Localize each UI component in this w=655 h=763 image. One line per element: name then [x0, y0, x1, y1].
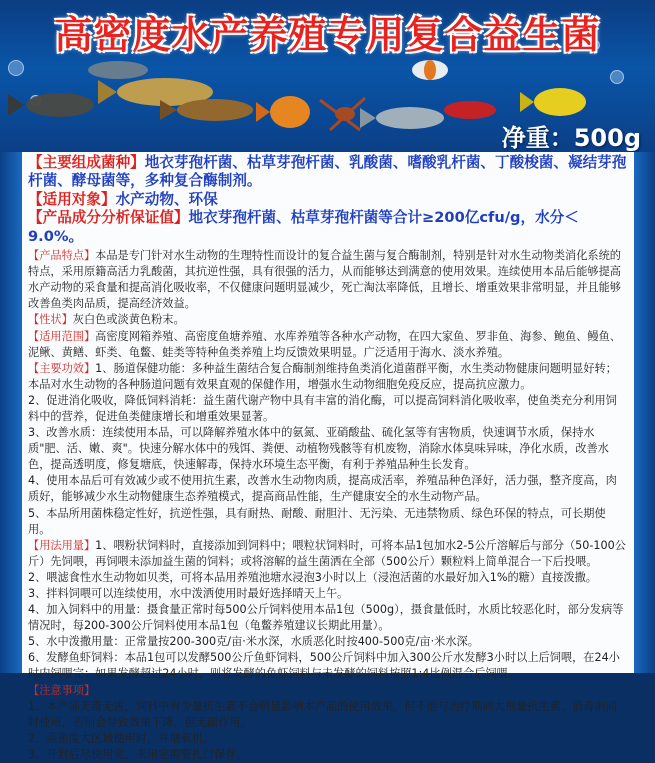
usage-item: 2、喂滤食性水生动物如贝类，可将本品用养殖池塘水浸泡3小时以上（浸泡活菌的水最好加入1%的糖）直接泼撒。: [28, 570, 597, 584]
section-notes: 【注意事项】: [28, 683, 96, 697]
header-banner: [0, 0, 655, 152]
usage-item: 6、发酵鱼虾饲料：本品1包可以发酵500公斤鱼虾饲料，500公斤饲料中加入300公斤水发酵3小时以上后饲喂，在24小时内饲喂完；如果发酵超过24小时，则将发酵的鱼虾饲料与未发酵的饲料按照1:4比例混合后饲喂。: [28, 651, 620, 681]
section-scope: 【适用范围】高密度网箱养殖、高密度鱼塘养殖、水库养殖等各种水产动物，在四大家鱼、罗非鱼、海参、鲍鱼、鳗鱼、泥鳅、黄鳝、虾类、龟鳖、蛙类等特种鱼类养殖上均反馈效果明显。广泛适用于海水、淡水养殖。: [28, 329, 621, 359]
section-efficacy: 【主要功效】1、肠道保健功能：多种益生菌结合复合酶制剂维持鱼类消化道菌群平衡，水生类动物健康问题明显好转；本品对水生动物的各种肠道问题有效果直观的保健作用，增强水生动物细胞免疫反应，提高抗应激力。: [28, 361, 617, 391]
net-weight: 净重：500g: [501, 124, 641, 152]
label-content: [22, 152, 634, 761]
product-title: 高密度水产养殖专用复合益生菌: [54, 12, 601, 57]
efficacy-item: 4、使用本品后可有效减少或不使用抗生素，改善水生动物肉质，提高成活率，养殖品种色泽好，活力强，整齐度高，肉质好，能够减少水生动物健康生态养殖模式，提高商品性能，生产健康安全的水生动物产品。: [28, 474, 617, 504]
section-appearance: 【性状】灰白色或淡黄色粉末。: [28, 313, 185, 327]
note-item: 1、本产品无毒无害，饲料中有少量抗生素不会明显影响本产品的使用效果，但不能与治疗期间大剂量抗生素、消毒剂同时使用，否则会导致效果下降，但无副作用。: [28, 699, 617, 729]
usage-item: 4、加入饲料中的用量：摄食量正常时每500公斤饲料使用本品1包（500g），摄食量低时，水质比较恶化时，部分发病等情况时，每200-300公斤饲料使用本品1包（龟鳖养殖建议长期此用量）。: [28, 603, 624, 633]
right-border: [634, 152, 655, 673]
highlight-guarantee: 【产品成分分析保证值】地衣芽孢杆菌、枯草芽孢杆菌等合计≥200亿cfu/g，水分＜9.0%。: [28, 209, 579, 245]
highlight-composition: 【主要组成菌种】地衣芽孢杆菌、枯草芽孢杆菌、乳酸菌、嗜酸乳杆菌、丁酸梭菌、凝结芽孢杆菌、酵母菌等，多种复合酶制剂。: [28, 154, 627, 190]
highlight-target: 【适用对象】水产动物、环保: [28, 190, 218, 208]
section-usage: 【用法用量】1、喂粉状饲料时，直接添加到饲料中；喂粒状饲料时，可将本品1包加水2-5公斤溶解后与部分（50-100公斤）先饲喂，再饲喂未添加益生菌的饲料；或将溶解的益生菌洒在全部（500公斤）颗粒料上简单混合一下后投喂。: [28, 538, 626, 568]
usage-item: 3、拌料饲喂可以连续使用，水中泼洒使用时最好选择晴天上午。: [28, 587, 349, 600]
efficacy-item: 3、改善水质：连续使用本品，可以降解养殖水体中的氨氮、亚硝酸盐、硫化氢等有害物质，快速调节水质，保持水质"肥、活、嫩、爽"。快速分解水体中的残饵、粪便、动植物残骸等有机废物，消除水体臭味异味，净化水质，改善水色，提高透明度，修复塘底，快速解毒，保持水环境生态平衡，有利于养殖品种生长发育。: [28, 426, 609, 472]
note-item: 2、高密度大区域使用时，并增氧机。: [28, 731, 215, 745]
usage-item: 5、水中泼撒用量：正常量按200-300克/亩·米水深，水质恶化时按400-500克/亩·米水深。: [28, 635, 479, 649]
efficacy-item: 2、促进消化吸收，降低饲料消耗：益生菌代谢产物中具有丰富的消化酶，可以提高饲料消化吸收率，使鱼类充分利用饲料中的营养，促进鱼类健康增长和增重效果显著。: [28, 393, 617, 423]
note-item: 3、开封后尽快用完，未用完需要扎口保存。: [28, 747, 248, 761]
section-features: 【产品特点】本品是专门针对水生动物的生理特性而设计的复合益生菌与复合酶制剂，特别是针对水生动物类消化系统的特点，采用原籍高活力乳酸菌，其抗逆性强，具有很强的活力，从而能够达到满意的使用效果。连续使用本品后能够提高水产动物的采食量和提高消化吸收率，不仅健康问题明显减少，死亡淘汰率降低，且增长、增重效果非常明显，并且能够改善鱼类肉品质，提高经济效益。: [28, 249, 621, 311]
efficacy-item: 5、本品所用菌株稳定性好，抗逆性强，具有耐热、耐酸、耐胆汁、无污染、无违禁物质、绿色环保的特点，可长期使用。: [28, 506, 606, 536]
left-border: [0, 152, 22, 673]
